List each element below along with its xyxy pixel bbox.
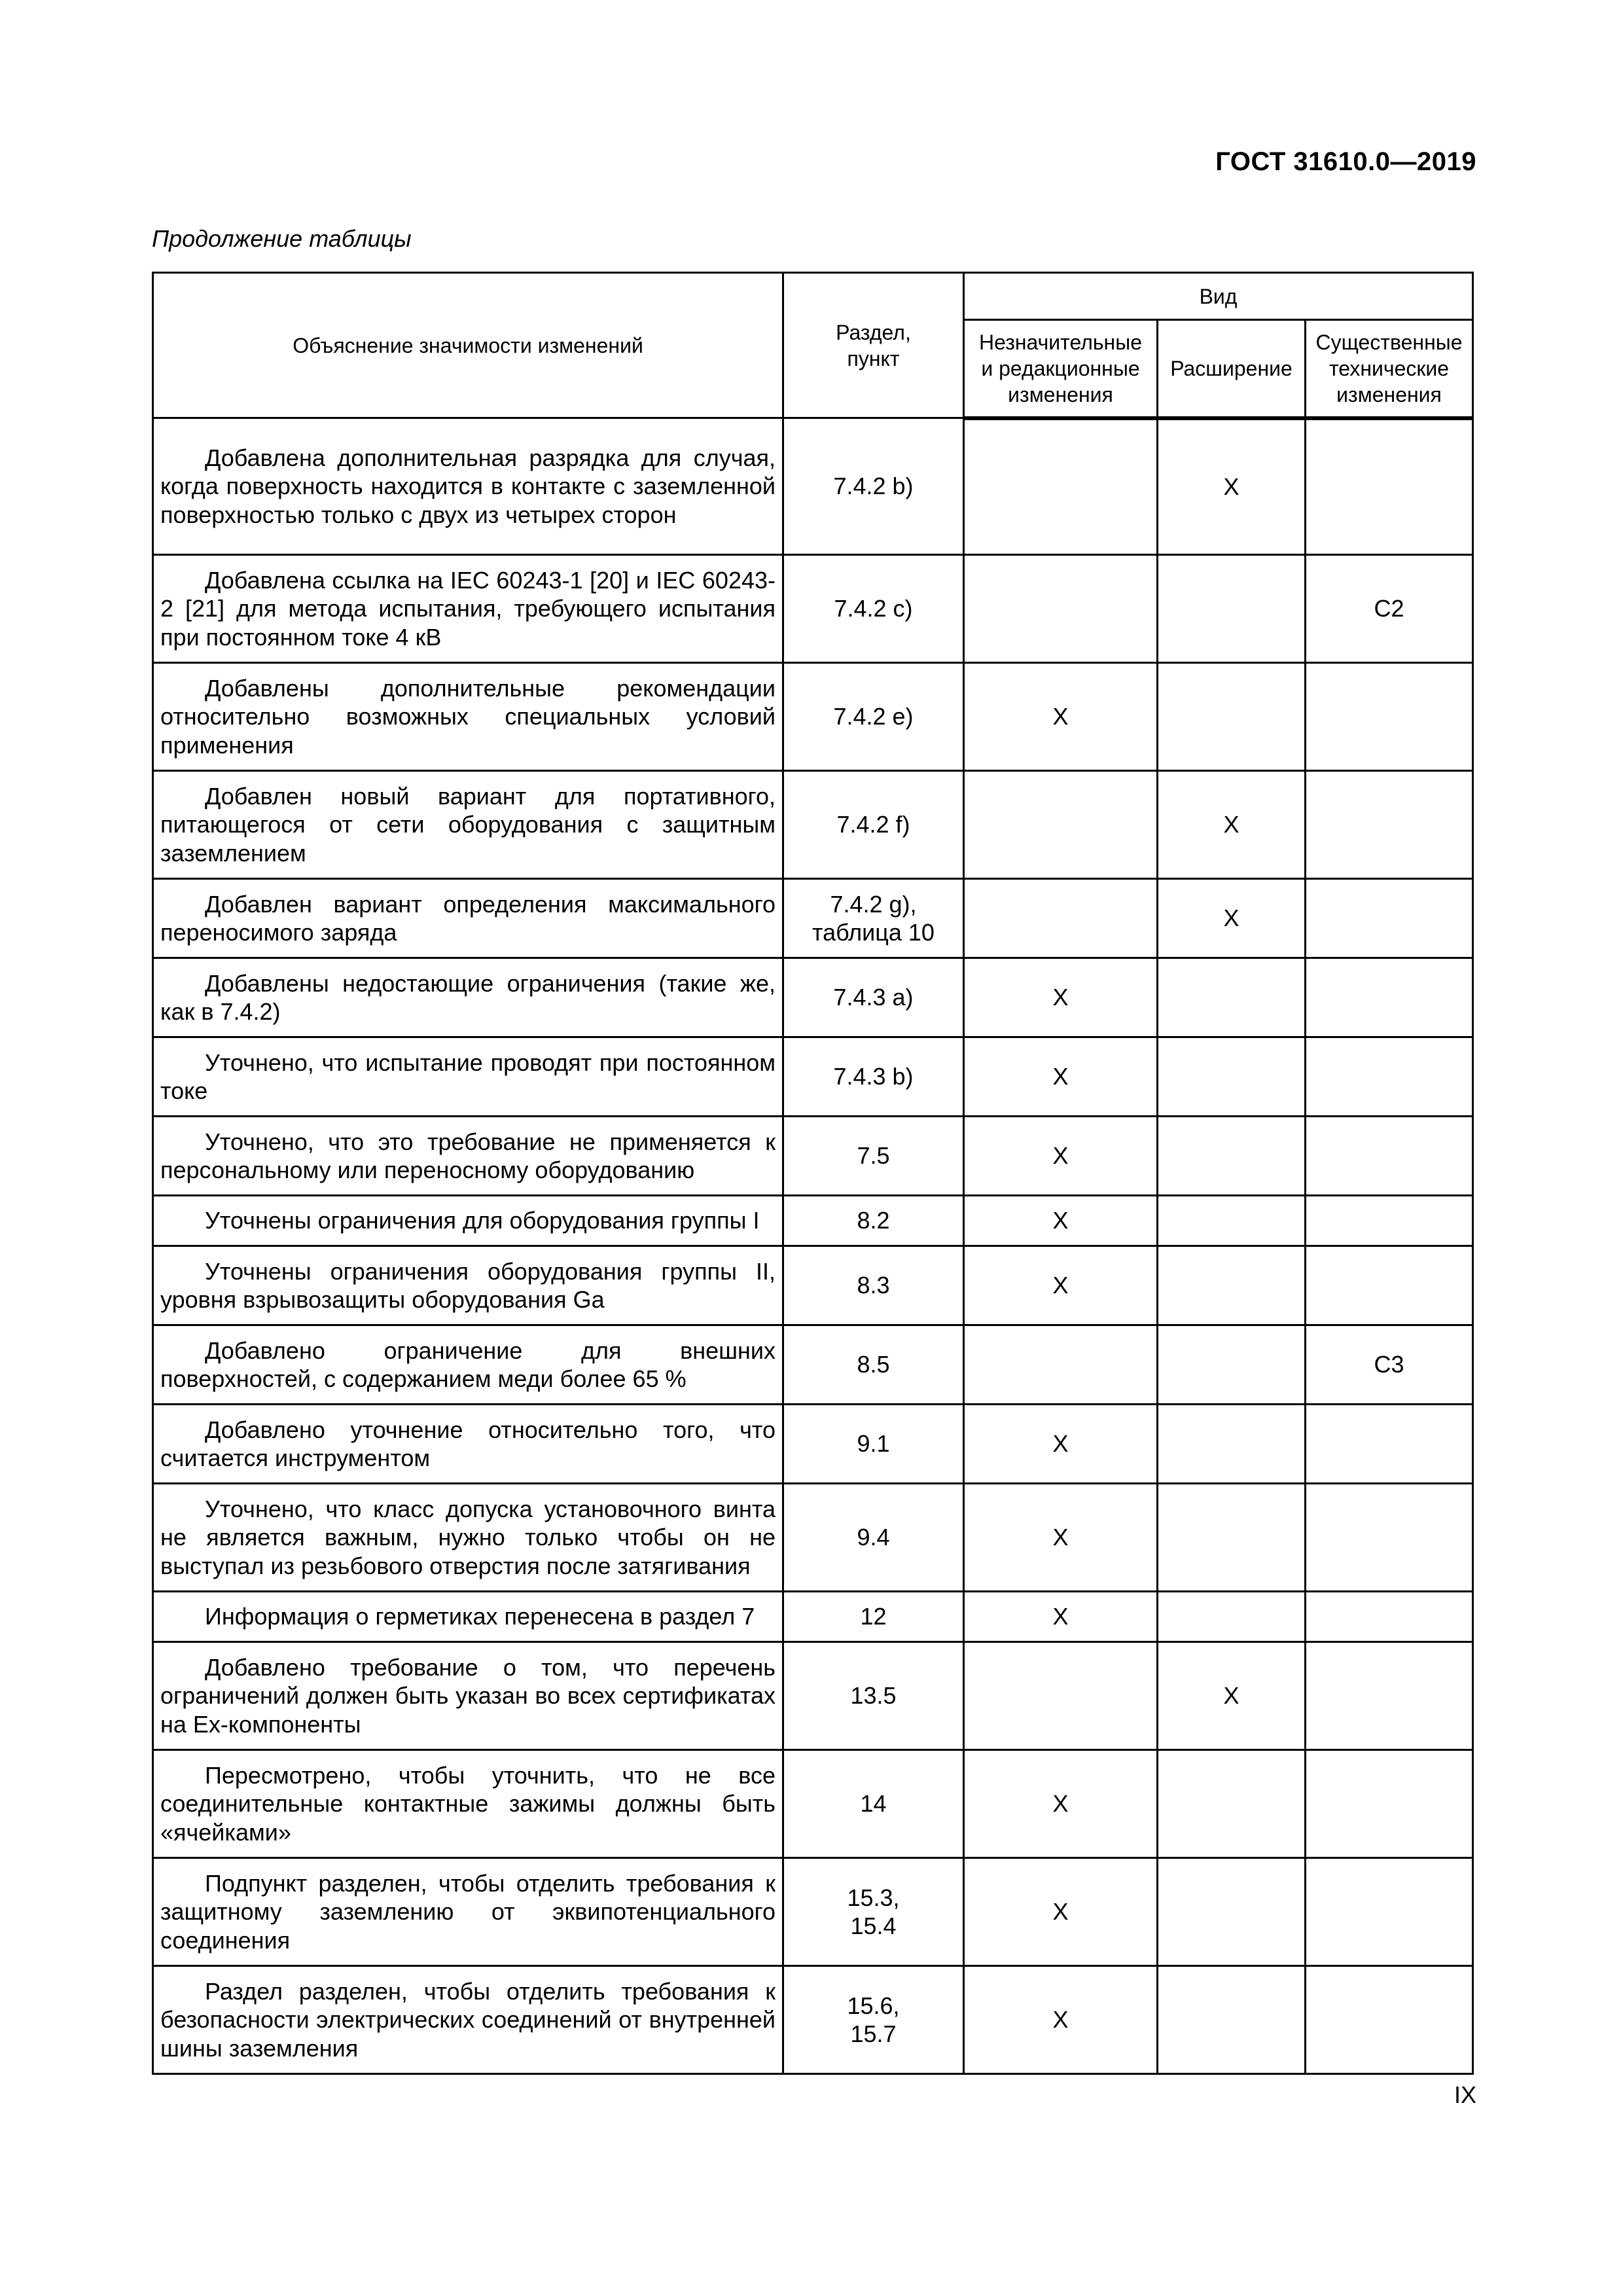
row-section: 8.2: [783, 1196, 964, 1246]
row-section: 7.5: [783, 1117, 964, 1196]
changes-table: [152, 272, 1474, 2075]
row-minor-mark: X: [964, 663, 1158, 771]
row-description: Подпункт разделен, чтобы отделить требования к защитному заземлению от эквипотенциального соединения: [153, 1858, 783, 1966]
row-section: 7.4.2 e): [783, 663, 964, 771]
row-major-mark: [1306, 1592, 1473, 1642]
row-major-mark: [1306, 1750, 1473, 1858]
table-row: [153, 771, 1473, 879]
row-extension-mark: [1158, 1858, 1306, 1966]
row-minor-mark: X: [964, 1484, 1158, 1592]
row-description: Добавлен новый вариант для портативного, питающегося от сети оборудования с защитным заземлением: [153, 771, 783, 879]
row-major-mark: [1306, 771, 1473, 879]
table-row: [153, 1966, 1473, 2074]
row-section: 9.4: [783, 1484, 964, 1592]
row-extension-mark: [1158, 1325, 1306, 1405]
row-section: 7.4.3 b): [783, 1037, 964, 1117]
table-row: [153, 1117, 1473, 1196]
table-row: [153, 663, 1473, 771]
row-description: Добавлено ограничение для внешних поверхностей, с содержанием меди более 65 %: [153, 1325, 783, 1405]
row-major-mark: [1306, 418, 1473, 555]
table-row: [153, 555, 1473, 663]
row-major-mark: [1306, 1196, 1473, 1246]
table-row: [153, 1750, 1473, 1858]
row-extension-mark: [1158, 1246, 1306, 1325]
row-section: 7.4.2 g), таблица 10: [783, 879, 964, 958]
row-description: Добавлена ссылка на IEC 60243-1 [20] и IEC 60243-2 [21] для метода испытания, требующего испытания при постоянном токе 4 кВ: [153, 555, 783, 663]
row-section: 15.3, 15.4: [783, 1858, 964, 1966]
row-description: Добавлен вариант определения максимального переносимого заряда: [153, 879, 783, 958]
row-major-mark: [1306, 1117, 1473, 1196]
table-row: [153, 1642, 1473, 1750]
row-description: Добавлена дополнительная разрядка для случая, когда поверхность находится в контакте с заземленной поверхностью только с двух из четырех сторон: [153, 418, 783, 555]
header-explanation: Объяснение значимости изменений: [153, 273, 783, 418]
row-section: 7.4.3 a): [783, 958, 964, 1037]
row-section: 15.6, 15.7: [783, 1966, 964, 2074]
row-description: Добавлено уточнение относительно того, что считается инструментом: [153, 1405, 783, 1484]
row-extension-mark: [1158, 1750, 1306, 1858]
row-major-mark: [1306, 879, 1473, 958]
table-row: [153, 1196, 1473, 1246]
table-row: [153, 1246, 1473, 1325]
row-major-mark: [1306, 663, 1473, 771]
header-minor: Незначительные и редакционные изменения: [964, 320, 1158, 418]
row-description: Уточнено, что класс допуска установочного винта не является важным, нужно только чтобы он не выступал из резьбового отверстия после затягивания: [153, 1484, 783, 1592]
row-minor-mark: X: [964, 1858, 1158, 1966]
page-number: IX: [1454, 2081, 1476, 2108]
row-description: Информация о герметиках перенесена в раздел 7: [153, 1592, 783, 1642]
row-extension-mark: X: [1158, 879, 1306, 958]
row-extension-mark: [1158, 1037, 1306, 1117]
row-minor-mark: X: [964, 1750, 1158, 1858]
row-description: Добавлено требование о том, что перечень ограничений должен быть указан во всех сертификатах на Ex-компоненты: [153, 1642, 783, 1750]
table-row: [153, 1405, 1473, 1484]
row-minor-mark: X: [964, 1117, 1158, 1196]
header-extension: Расширение: [1158, 320, 1306, 418]
row-minor-mark: [964, 879, 1158, 958]
table-body: [153, 418, 1473, 2074]
row-major-mark: [1306, 1642, 1473, 1750]
row-minor-mark: X: [964, 1196, 1158, 1246]
row-extension-mark: [1158, 1117, 1306, 1196]
row-major-mark: C2: [1306, 555, 1473, 663]
table-row: [153, 1592, 1473, 1642]
row-extension-mark: [1158, 1484, 1306, 1592]
header-section: Раздел, пункт: [783, 273, 964, 418]
row-extension-mark: [1158, 1966, 1306, 2074]
row-minor-mark: [964, 418, 1158, 555]
row-minor-mark: [964, 771, 1158, 879]
header-type: Вид: [964, 273, 1473, 320]
row-minor-mark: X: [964, 958, 1158, 1037]
row-extension-mark: [1158, 555, 1306, 663]
row-minor-mark: X: [964, 1966, 1158, 2074]
row-section: 12: [783, 1592, 964, 1642]
row-minor-mark: X: [964, 1592, 1158, 1642]
row-section: 13.5: [783, 1642, 964, 1750]
row-major-mark: [1306, 1966, 1473, 2074]
row-major-mark: [1306, 1246, 1473, 1325]
row-section: 7.4.2 c): [783, 555, 964, 663]
row-extension-mark: [1158, 958, 1306, 1037]
table-row: [153, 1484, 1473, 1592]
table-row: [153, 879, 1473, 958]
row-description: Пересмотрено, чтобы уточнить, что не все соединительные контактные зажимы должны быть «ячейками»: [153, 1750, 783, 1858]
row-major-mark: [1306, 1858, 1473, 1966]
row-extension-mark: X: [1158, 771, 1306, 879]
row-extension-mark: X: [1158, 1642, 1306, 1750]
row-description: Уточнены ограничения для оборудования группы I: [153, 1196, 783, 1246]
row-description: Уточнено, что это требование не применяется к персональному или переносному оборудованию: [153, 1117, 783, 1196]
row-major-mark: [1306, 958, 1473, 1037]
row-minor-mark: X: [964, 1246, 1158, 1325]
row-description: Добавлены дополнительные рекомендации относительно возможных специальных условий применения: [153, 663, 783, 771]
row-description: Уточнены ограничения оборудования группы II, уровня взрывозащиты оборудования Ga: [153, 1246, 783, 1325]
document-header: ГОСТ 31610.0—2019: [1215, 147, 1476, 176]
table-row: [153, 958, 1473, 1037]
row-description: Раздел разделен, чтобы отделить требования к безопасности электрических соединений от внутренней шины заземления: [153, 1966, 783, 2074]
row-extension-mark: [1158, 1405, 1306, 1484]
row-minor-mark: [964, 1325, 1158, 1405]
header-major: Существенные технические изменения: [1306, 320, 1473, 418]
row-minor-mark: X: [964, 1037, 1158, 1117]
row-extension-mark: [1158, 1592, 1306, 1642]
row-major-mark: C3: [1306, 1325, 1473, 1405]
row-major-mark: [1306, 1405, 1473, 1484]
row-extension-mark: [1158, 663, 1306, 771]
row-section: 7.4.2 f): [783, 771, 964, 879]
table-row: [153, 1325, 1473, 1405]
row-description: Уточнено, что испытание проводят при постоянном токе: [153, 1037, 783, 1117]
row-minor-mark: X: [964, 1405, 1158, 1484]
row-section: 14: [783, 1750, 964, 1858]
row-description: Добавлены недостающие ограничения (такие же, как в 7.4.2): [153, 958, 783, 1037]
row-extension-mark: X: [1158, 418, 1306, 555]
row-minor-mark: [964, 555, 1158, 663]
table-row: [153, 1858, 1473, 1966]
row-section: 8.3: [783, 1246, 964, 1325]
table-header: [153, 273, 1473, 418]
row-extension-mark: [1158, 1196, 1306, 1246]
row-section: 7.4.2 b): [783, 418, 964, 555]
table-row: [153, 418, 1473, 555]
table-caption: Продолжение таблицы: [152, 225, 412, 252]
row-section: 9.1: [783, 1405, 964, 1484]
table-row: [153, 1037, 1473, 1117]
row-minor-mark: [964, 1642, 1158, 1750]
row-section: 8.5: [783, 1325, 964, 1405]
row-major-mark: [1306, 1037, 1473, 1117]
row-major-mark: [1306, 1484, 1473, 1592]
